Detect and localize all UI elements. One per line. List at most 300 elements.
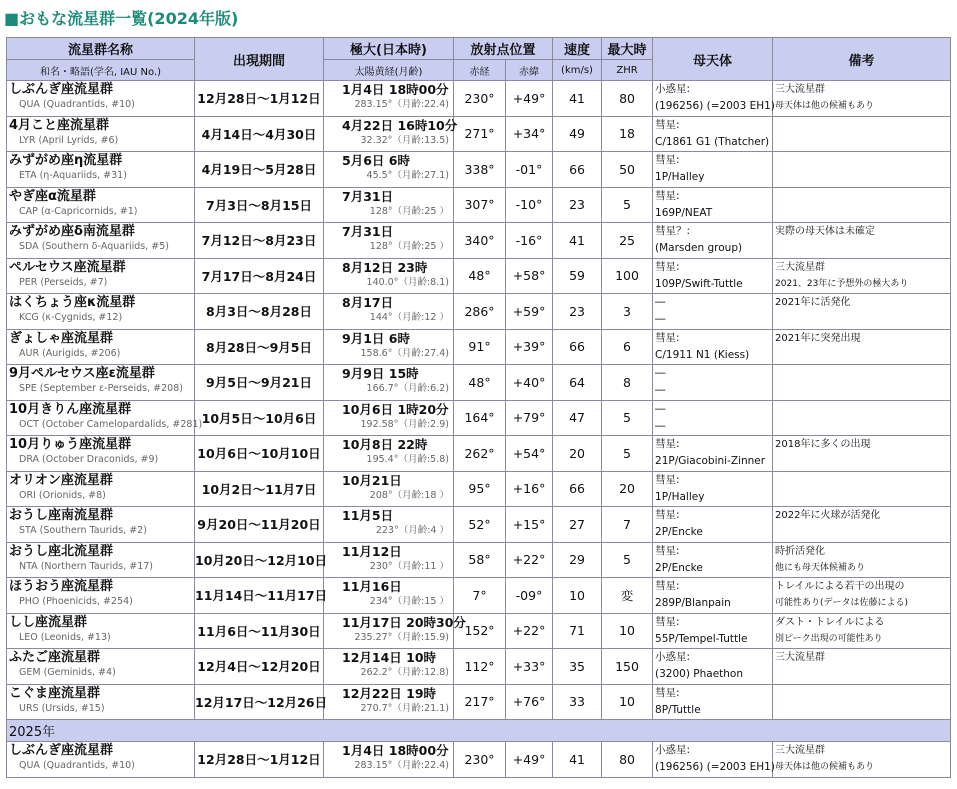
- speed: 41: [553, 81, 602, 117]
- remarks-cell: [773, 507, 951, 543]
- shower-code: SDA (Southern δ-Aquariids, #5): [19, 241, 169, 252]
- remarks-cell: [773, 329, 951, 365]
- shower-name: おうし座南流星群: [9, 508, 114, 523]
- radiant-dec: +22°: [506, 542, 553, 578]
- shower-name-cell: [7, 81, 195, 117]
- radiant-dec: -16°: [506, 223, 553, 259]
- parent-body-cell: [653, 649, 773, 685]
- shower-name: みずがめ座δ南流星群: [9, 224, 135, 239]
- parent-name: 55P/Tempel-Tuttle: [655, 632, 748, 645]
- maximum-cell: [324, 329, 454, 365]
- speed: 71: [553, 613, 602, 649]
- header-speed-unit: (km/s): [553, 60, 602, 81]
- parent-type: ―: [655, 296, 666, 308]
- remarks-cell: [773, 365, 951, 401]
- radiant-ra: 152°: [454, 613, 506, 649]
- zhr: 20: [602, 471, 653, 507]
- parent-type: ―: [655, 367, 666, 379]
- zhr: 25: [602, 223, 653, 259]
- table-row: [7, 436, 951, 472]
- table-row: [7, 258, 951, 294]
- maximum-time: 11月5日: [342, 508, 394, 523]
- activity-period: 12月4日～12月20日: [195, 649, 324, 685]
- parent-type: 彗星？:: [655, 225, 691, 237]
- header-speed: 速度: [553, 38, 602, 60]
- speed: 27: [553, 507, 602, 543]
- table-row: [7, 684, 951, 720]
- zhr: 変: [602, 578, 653, 614]
- radiant-ra: 230°: [454, 81, 506, 117]
- activity-period: 7月17日～8月24日: [195, 258, 324, 294]
- zhr: 5: [602, 187, 653, 223]
- shower-name-cell: [7, 294, 195, 330]
- solar-longitude: 166.7°（月齢:6.2): [366, 383, 449, 394]
- solar-longitude: 158.6°（月齢:27.4): [360, 347, 449, 359]
- radiant-ra: 217°: [454, 684, 506, 720]
- maximum-cell: [324, 152, 454, 188]
- table-row: [7, 613, 951, 649]
- remarks-cell: [773, 542, 951, 578]
- shower-code: PER (Perseids, #7): [19, 276, 108, 288]
- parent-name: (196256) (=2003 EH1): [655, 100, 775, 112]
- activity-period: 9月5日～9月21日: [195, 365, 324, 401]
- zhr: 80: [602, 742, 653, 778]
- shower-code: AUR (Aurigids, #206): [19, 347, 121, 359]
- parent-type: 小惑星:: [655, 651, 691, 663]
- speed: 66: [553, 471, 602, 507]
- parent-type: 彗星:: [655, 473, 680, 486]
- activity-period: 4月14日～4月30日: [195, 116, 324, 152]
- parent-type: 彗星:: [655, 331, 680, 344]
- parent-body-cell: [653, 471, 773, 507]
- parent-name: C/1911 N1 (Kiess): [655, 348, 750, 361]
- solar-longitude: 270.7°（月齢:21.1): [360, 702, 449, 714]
- radiant-dec: +76°: [506, 684, 553, 720]
- parent-body-cell: [653, 329, 773, 365]
- shower-name: しぶんぎ座流星群: [9, 82, 114, 97]
- speed: 20: [553, 436, 602, 472]
- solar-longitude: 283.15°（月齢:22.4): [354, 99, 449, 110]
- remark-line-1: 2022年に火球が活発化: [775, 510, 881, 521]
- speed: 10: [553, 578, 602, 614]
- maximum-time: 7月31日: [342, 224, 394, 239]
- speed: 23: [553, 187, 602, 223]
- zhr: 100: [602, 258, 653, 294]
- radiant-dec: -10°: [506, 187, 553, 223]
- maximum-time: 11月16日: [342, 579, 402, 594]
- parent-body-cell: [653, 578, 773, 614]
- shower-code: DRA (October Draconids, #9): [19, 454, 159, 465]
- speed: 64: [553, 365, 602, 401]
- parent-type: 彗星:: [655, 118, 680, 131]
- table-row: [7, 649, 951, 685]
- speed: 49: [553, 116, 602, 152]
- remark-line-2: 他にも母天体候補あり: [775, 562, 866, 573]
- radiant-dec: +58°: [506, 258, 553, 294]
- table-row: [7, 365, 951, 401]
- radiant-ra: 230°: [454, 742, 506, 778]
- solar-longitude: 128°（月齢:25 ）: [369, 241, 449, 252]
- radiant-ra: 7°: [454, 578, 506, 614]
- year-label: 2025年: [7, 720, 951, 742]
- remark-line-1: トレイルによる若干の出現の: [775, 581, 905, 592]
- activity-period: 7月12日～8月23日: [195, 223, 324, 259]
- remark-line-2: 母天体は他の候補もあり: [775, 101, 875, 111]
- table-row: [7, 294, 951, 330]
- zhr: 5: [602, 400, 653, 436]
- speed: 47: [553, 400, 602, 436]
- remarks-cell: [773, 187, 951, 223]
- maximum-cell: [324, 578, 454, 614]
- solar-longitude: 144°（月齢:12 ）: [369, 312, 449, 323]
- shower-name-cell: [7, 613, 195, 649]
- parent-type: 彗星:: [655, 686, 680, 699]
- parent-body-cell: [653, 436, 773, 472]
- radiant-dec: +16°: [506, 471, 553, 507]
- activity-period: 8月3日～8月28日: [195, 294, 324, 330]
- parent-name: 1P/Halley: [655, 490, 705, 503]
- radiant-ra: 286°: [454, 294, 506, 330]
- table-row: [7, 223, 951, 259]
- activity-period: 7月3日～8月15日: [195, 187, 324, 223]
- table-row: [7, 542, 951, 578]
- parent-body-cell: [653, 187, 773, 223]
- shower-name: ぎょしゃ座流星群: [9, 330, 114, 346]
- zhr: 3: [602, 294, 653, 330]
- parent-body-cell: [653, 116, 773, 152]
- parent-name: ―: [655, 313, 666, 325]
- remark-line-2: 母天体は他の候補もあり: [775, 762, 875, 772]
- parent-body-cell: [653, 542, 773, 578]
- header-maxzhr: 最大時: [602, 38, 653, 60]
- maximum-cell: [324, 436, 454, 472]
- shower-name: 10月りゅう座流星群: [9, 437, 132, 452]
- table-row: [7, 507, 951, 543]
- table-row: [7, 578, 951, 614]
- parent-body-cell: [653, 365, 773, 401]
- zhr: 18: [602, 116, 653, 152]
- parent-type: 小惑星:: [655, 83, 691, 95]
- maximum-time: 11月12日: [342, 543, 402, 559]
- remark-line-2: 可能性あり(データは佐藤による): [775, 598, 909, 608]
- maximum-time: 4月22日 16時10分: [342, 117, 458, 133]
- radiant-ra: 164°: [454, 400, 506, 436]
- parent-name: 169P/NEAT: [655, 206, 713, 219]
- shower-code: CAP (α-Capricornids, #1): [19, 205, 138, 217]
- shower-code: PHO (Phoenicids, #254): [19, 596, 133, 607]
- solar-longitude: 45.5°（月齢:27.1): [366, 170, 449, 181]
- maximum-cell: [324, 471, 454, 507]
- radiant-dec: +54°: [506, 436, 553, 472]
- meteor-shower-table: [6, 37, 951, 778]
- activity-period: 10月5日～10月6日: [195, 400, 324, 436]
- maximum-time: 12月14日 10時: [342, 650, 437, 665]
- shower-name: 10月きりん座流星群: [9, 401, 132, 417]
- radiant-ra: 48°: [454, 258, 506, 294]
- maximum-time: 12月22日 19時: [342, 685, 437, 701]
- remark-line-1: 2018年に多くの出現: [775, 439, 871, 450]
- zhr: 6: [602, 329, 653, 365]
- radiant-ra: 58°: [454, 542, 506, 578]
- activity-period: 12月17日～12月26日: [195, 684, 324, 720]
- remarks-cell: [773, 613, 951, 649]
- parent-type: 彗星:: [655, 615, 680, 628]
- speed: 41: [553, 223, 602, 259]
- radiant-dec: -01°: [506, 152, 553, 188]
- speed: 59: [553, 258, 602, 294]
- radiant-dec: +15°: [506, 507, 553, 543]
- shower-code: URS (Ursids, #15): [19, 702, 105, 714]
- maximum-cell: [324, 613, 466, 649]
- parent-name: C/1861 G1 (Thatcher): [655, 135, 770, 148]
- shower-code: QUA (Quadrantids, #10): [19, 760, 135, 771]
- remark-line-1: ダスト・トレイルによる: [775, 616, 885, 628]
- remarks-cell: [773, 400, 951, 436]
- shower-name-cell: [7, 187, 195, 223]
- remarks-cell: [773, 258, 951, 294]
- shower-name: オリオン座流星群: [9, 472, 113, 488]
- shower-name: しし座流星群: [9, 614, 88, 630]
- maximum-time: 9月1日 6時: [342, 330, 410, 346]
- remarks-cell: [773, 152, 951, 188]
- radiant-dec: +34°: [506, 116, 553, 152]
- solar-longitude: 230°（月齢:11 ）: [369, 560, 449, 572]
- parent-body-cell: [653, 742, 773, 778]
- parent-type: 彗星:: [655, 154, 680, 166]
- radiant-dec: +49°: [506, 81, 553, 117]
- shower-name-cell: [7, 742, 195, 778]
- zhr: 80: [602, 81, 653, 117]
- maximum-time: 1月4日 18時00分: [342, 82, 449, 97]
- solar-longitude: 192.58°（月齢:2.9): [360, 418, 449, 430]
- activity-period: 12月28日～1月12日: [195, 81, 324, 117]
- speed: 29: [553, 542, 602, 578]
- maximum-time: 10月6日 1時20分: [342, 401, 449, 417]
- radiant-ra: 91°: [454, 329, 506, 365]
- shower-name-cell: [7, 152, 195, 188]
- zhr: 10: [602, 613, 653, 649]
- zhr: 5: [602, 542, 653, 578]
- radiant-dec: +39°: [506, 329, 553, 365]
- maximum-time: 1月4日 18時00分: [342, 743, 449, 758]
- parent-type: 彗星:: [655, 509, 680, 521]
- remarks-cell: [773, 436, 951, 472]
- shower-name: 9月ペルセウス座ε流星群: [9, 366, 155, 381]
- remarks-cell: [773, 471, 951, 507]
- remarks-cell: [773, 116, 951, 152]
- parent-name: 109P/Swift-Tuttle: [655, 277, 743, 290]
- shower-name-cell: [7, 578, 195, 614]
- maximum-cell: [324, 684, 454, 720]
- shower-code: SPE (September ε-Perseids, #208): [19, 383, 183, 394]
- maximum-time: 8月12日 23時: [342, 259, 428, 275]
- parent-body-cell: [653, 684, 773, 720]
- parent-name: ―: [655, 419, 666, 432]
- remark-line-1: 時折活発化: [775, 545, 826, 557]
- remarks-cell: [773, 81, 951, 117]
- maximum-cell: [324, 365, 454, 401]
- radiant-dec: +40°: [506, 365, 553, 401]
- header-period: 出現期間: [195, 38, 324, 81]
- parent-type: 彗星:: [655, 438, 680, 450]
- parent-name: 2P/Encke: [655, 561, 703, 574]
- maximum-cell: [324, 187, 454, 223]
- radiant-ra: 307°: [454, 187, 506, 223]
- radiant-ra: 112°: [454, 649, 506, 685]
- maximum-time: 11月17日 20時30分: [342, 614, 466, 630]
- remark-line-2: 別ピーク出現の可能性あり: [775, 633, 883, 644]
- remark-line-1: 三大流星群: [775, 261, 826, 273]
- shower-name: 4月こと座流星群: [9, 117, 110, 133]
- header-zhr: ZHR: [602, 60, 653, 81]
- shower-code: OCT (October Camelopardalids, #281): [19, 418, 203, 430]
- parent-name: 289P/Blanpain: [655, 597, 731, 609]
- speed: 33: [553, 684, 602, 720]
- parent-name: 21P/Giacobini-Zinner: [655, 455, 766, 467]
- shower-name-cell: [7, 223, 195, 259]
- table-row: [7, 81, 951, 117]
- shower-code: ORI (Orionids, #8): [19, 489, 106, 501]
- remark-line-1: 2021年に突発出現: [775, 332, 861, 344]
- radiant-dec: +59°: [506, 294, 553, 330]
- remarks-cell: [773, 684, 951, 720]
- shower-name-cell: [7, 684, 195, 720]
- maximum-cell: [324, 294, 454, 330]
- zhr: 7: [602, 507, 653, 543]
- parent-type: 彗星:: [655, 260, 680, 273]
- header-dec: 赤緯: [506, 60, 553, 81]
- parent-body-cell: [653, 223, 773, 259]
- activity-period: 10月6日～10月10日: [195, 436, 324, 472]
- maximum-time: 10月21日: [342, 472, 402, 488]
- parent-body-cell: [653, 294, 773, 330]
- maximum-time: 7月31日: [342, 188, 394, 204]
- remarks-cell: [773, 223, 951, 259]
- parent-body-cell: [653, 400, 773, 436]
- parent-type: ―: [655, 402, 666, 415]
- shower-name-cell: [7, 258, 195, 294]
- shower-code: NTA (Northern Taurids, #17): [19, 560, 153, 572]
- shower-name: やぎ座α流星群: [9, 188, 96, 204]
- maximum-cell: [324, 81, 454, 117]
- maximum-time: 9月9日 15時: [342, 366, 419, 381]
- activity-period: 4月19日～5月28日: [195, 152, 324, 188]
- activity-period: 8月28日～9月5日: [195, 329, 324, 365]
- remark-line-1: 三大流星群: [775, 84, 826, 95]
- radiant-dec: +22°: [506, 613, 553, 649]
- header-parent: 母天体: [653, 38, 773, 81]
- parent-name: ―: [655, 384, 666, 396]
- table-row: [7, 116, 951, 152]
- solar-longitude: 223°（月齢:4 ）: [375, 525, 449, 536]
- radiant-dec: +49°: [506, 742, 553, 778]
- zhr: 5: [602, 436, 653, 472]
- parent-body-cell: [653, 507, 773, 543]
- radiant-dec: +79°: [506, 400, 553, 436]
- maximum-time: 10月8日 22時: [342, 437, 428, 452]
- remark-line-2: 2021、23年に予想外の極大あり: [775, 278, 909, 289]
- solar-longitude: 128°（月齢:25 ）: [369, 205, 449, 217]
- solar-longitude: 208°（月齢:18 ）: [369, 489, 449, 501]
- radiant-ra: 338°: [454, 152, 506, 188]
- radiant-ra: 48°: [454, 365, 506, 401]
- parent-type: 小惑星:: [655, 744, 691, 756]
- solar-longitude: 32.32°（月齢:13.5): [360, 134, 449, 146]
- shower-name-cell: [7, 471, 195, 507]
- maximum-time: 5月6日 6時: [342, 153, 410, 168]
- parent-name: (Marsden group): [655, 242, 743, 254]
- remarks-cell: [773, 578, 951, 614]
- shower-code: STA (Southern Taurids, #2): [19, 525, 147, 536]
- shower-name: ほうおう座流星群: [9, 579, 114, 594]
- parent-name: 8P/Tuttle: [655, 703, 701, 716]
- parent-body-cell: [653, 613, 773, 649]
- header-max-sub: 太陽黄経(月齢): [324, 60, 454, 81]
- parent-name: 2P/Encke: [655, 526, 703, 538]
- radiant-ra: 271°: [454, 116, 506, 152]
- remark-line-1: 実際の母天体は未確定: [775, 226, 876, 237]
- page-title: ■おもな流星群一覧(2024年版): [4, 9, 239, 28]
- header-ra: 赤経: [454, 60, 506, 81]
- shower-name-cell: [7, 649, 195, 685]
- speed: 35: [553, 649, 602, 685]
- parent-type: 彗星:: [655, 544, 680, 557]
- remarks-cell: [773, 294, 951, 330]
- shower-code: ETA (η-Aquariids, #31): [19, 170, 127, 181]
- solar-longitude: 195.4°（月齢:5.8): [366, 454, 449, 465]
- maximum-cell: [324, 507, 454, 543]
- radiant-ra: 262°: [454, 436, 506, 472]
- maximum-cell: [324, 742, 454, 778]
- shower-name-cell: [7, 542, 195, 578]
- shower-name: おうし座北流星群: [9, 543, 114, 559]
- activity-period: 10月2日～11月7日: [195, 471, 324, 507]
- zhr: 150: [602, 649, 653, 685]
- solar-longitude: 283.15°（月齢:22.4): [354, 760, 449, 771]
- table-row: [7, 152, 951, 188]
- parent-name: (196256) (=2003 EH1): [655, 761, 775, 773]
- speed: 41: [553, 742, 602, 778]
- activity-period: 11月6日～11月30日: [195, 613, 324, 649]
- shower-name: ふたご座流星群: [9, 650, 101, 665]
- radiant-dec: -09°: [506, 578, 553, 614]
- shower-code: QUA (Quadrantids, #10): [19, 99, 135, 110]
- shower-name-cell: [7, 400, 203, 436]
- zhr: 50: [602, 152, 653, 188]
- shower-code: LYR (April Lyrids, #6): [19, 134, 119, 146]
- solar-longitude: 262.2°（月齢:12.8): [360, 667, 449, 678]
- radiant-ra: 52°: [454, 507, 506, 543]
- shower-code: KCG (κ-Cygnids, #12): [19, 312, 123, 323]
- shower-name-cell: [7, 507, 195, 543]
- shower-code: LEO (Leonids, #13): [19, 631, 111, 643]
- table-row: [7, 329, 951, 365]
- parent-type: 彗星:: [655, 580, 680, 592]
- shower-name: しぶんぎ座流星群: [9, 743, 114, 758]
- radiant-ra: 95°: [454, 471, 506, 507]
- header-remarks: 備考: [773, 38, 951, 81]
- speed: 66: [553, 329, 602, 365]
- maximum-cell: [324, 400, 454, 436]
- remark-line-1: 三大流星群: [775, 745, 826, 756]
- shower-name: はくちょう座κ流星群: [9, 295, 136, 310]
- parent-name: (3200) Phaethon: [655, 668, 743, 680]
- header-name: 流星群名称: [7, 38, 195, 60]
- table-row: [7, 187, 951, 223]
- parent-body-cell: [653, 258, 773, 294]
- solar-longitude: 140.0°（月齢:8.1): [366, 276, 449, 288]
- shower-name: こぐま座流星群: [9, 685, 101, 701]
